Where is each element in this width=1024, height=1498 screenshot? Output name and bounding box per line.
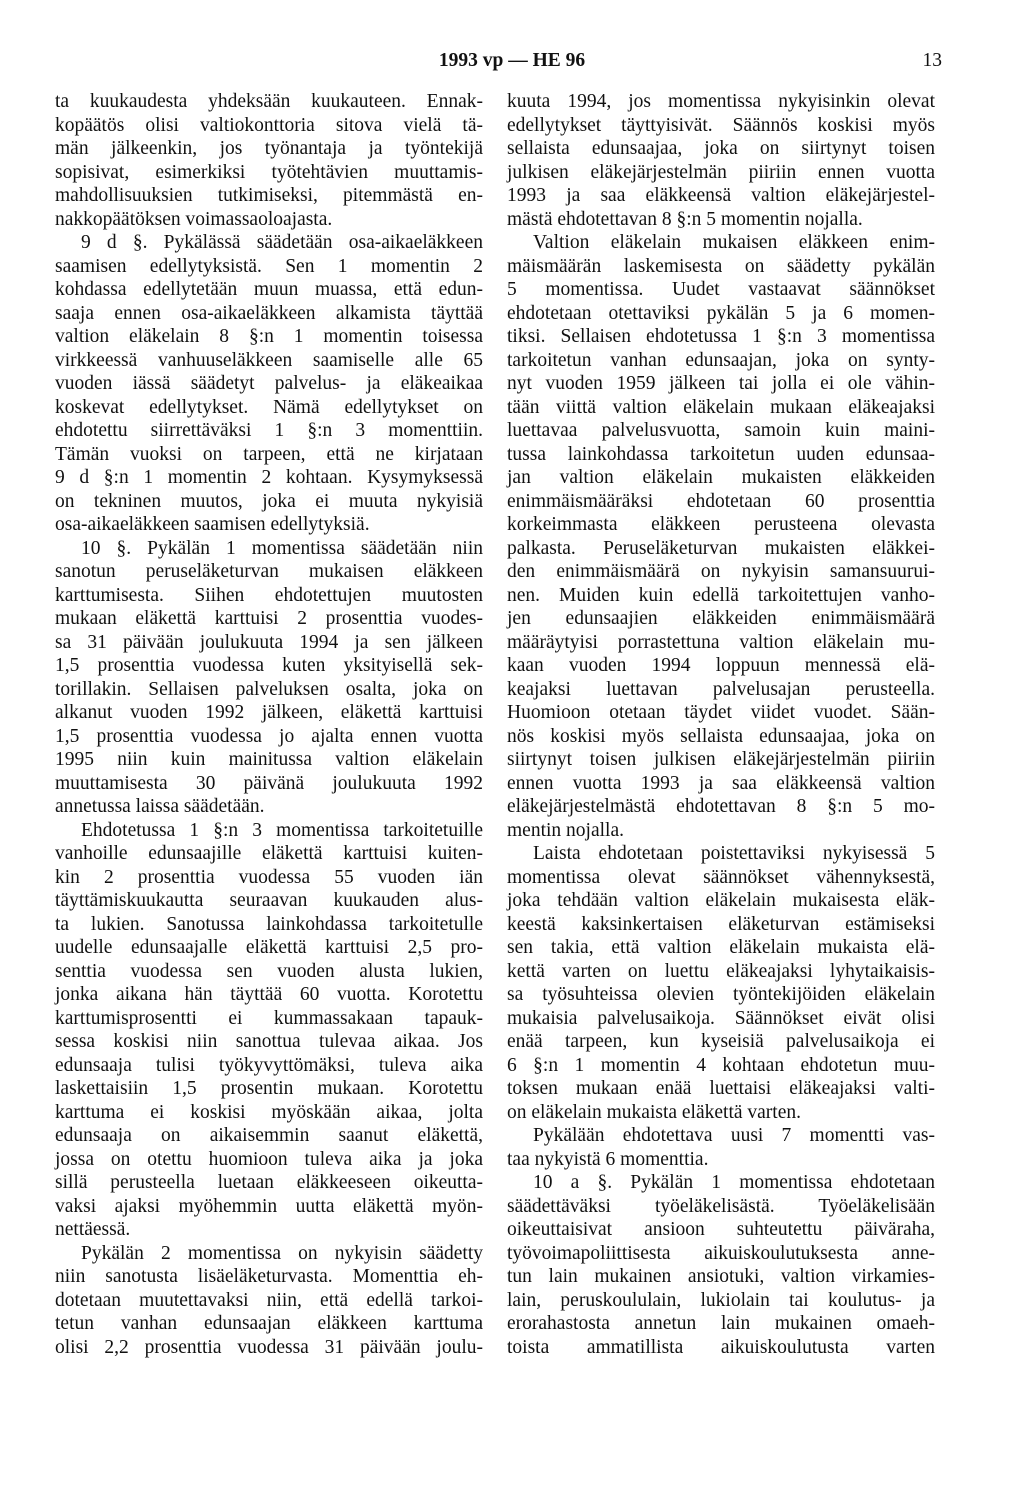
text-line: Tämän vuoksi on tarpeen, että ne kirjataan	[55, 443, 483, 465]
text-line: senttia vuodessa sen vuoden alusta lukien,	[55, 960, 483, 982]
text-line: 10 a §. Pykälän 1 momentissa ehdotetaan	[533, 1172, 935, 1193]
text-line: 1993 ja saa eläkkeensä valtion eläkejärjestel-	[507, 185, 935, 206]
text-line: julkisen eläkejärjestelmän piiriin ennen vuotta	[507, 161, 935, 183]
text-line: alkanut vuoden 1992 jälkeen, eläkettä karttuisi	[55, 702, 483, 723]
text-line: vanhoille edunsaajille eläkettä karttuisi kuiten-	[55, 843, 483, 864]
text-line: ta lukien. Sanotussa lainkohdassa tarkoitetulle	[55, 913, 483, 935]
text-line: sopisivat, esimerkiksi työtehtävien muuttamis-	[55, 161, 483, 183]
text-line: täyttämiskuukautta seuraavan kuukauden alus-	[55, 890, 483, 911]
text-line: Valtion eläkelain mukaisen eläkkeen enim-	[533, 232, 935, 253]
text-line: virkkeessä vanhuuseläkkeen saamiselle alle 65	[55, 349, 483, 371]
text-line: ta kuukaudesta yhdeksään kuukauteen. Ennak-	[55, 91, 483, 112]
text-line: määräytyisi porrastettuna valtion eläkelain mu-	[507, 631, 935, 653]
text-line: valtion eläkelain 8 §:n 1 momentin toisessa	[55, 326, 483, 347]
text-line: laskettaisiin 1,5 prosentin mukaan. Korotettu	[55, 1078, 483, 1099]
text-line: saamisen edellytyksistä. Sen 1 momentin 2	[55, 255, 483, 277]
text-line: uudelle edunsaajalle eläkettä karttuisi 2,5 pro-	[55, 937, 483, 958]
text-line: mukaan eläkettä karttuisi 2 prosenttia vuodes-	[55, 608, 483, 629]
text-line: den enimmäismäärä on nykyisin samansuurui-	[507, 561, 935, 582]
text-line: jan valtion eläkelain mukaisten eläkkeiden	[507, 467, 935, 488]
text-line: mäismäärän laskemisesta on säädetty pykälän	[507, 255, 935, 277]
text-line: tussa lainkohdassa tarkoitetun uuden edunsaa-	[507, 443, 935, 465]
text-line: sa 31 päivään joulukuuta 1994 ja sen jälkeen	[55, 631, 483, 653]
text-line: 5 momentissa. Uudet vastaavat säännökset	[507, 279, 935, 300]
text-line: on eläkelain mukaista eläkettä varten.	[507, 1101, 801, 1123]
text-line: mästä ehdotettavan 8 §:n 5 momentin nojalla.	[507, 208, 863, 230]
text-line: palkasta. Peruseläketurvan mukaisten eläkkei-	[507, 537, 935, 559]
text-line: edunsaaja on aikaisemmin saanut eläkettä,	[55, 1125, 483, 1146]
text-line: nakkopäätöksen voimassaoloajasta.	[55, 208, 333, 230]
text-line: sillä perusteella luetaan eläkkeeseen oikeutta-	[55, 1172, 483, 1193]
text-line: työvoimapoliittisesta aikuiskoulutuksesta anne-	[507, 1242, 935, 1264]
text-line: 1,5 prosenttia vuodessa jo ajalta ennen vuotta	[55, 725, 483, 747]
text-line: karttuma ei koskisi myöskään aikaa, jolta	[55, 1101, 483, 1123]
text-line: edellytykset täyttyisivät. Säännös koskisi myös	[507, 114, 935, 136]
text-line: 1995 niin kuin mainitussa valtion eläkelain	[55, 749, 483, 770]
text-line: tään viittä valtion eläkelain mukaan eläkeajaksi	[507, 396, 935, 418]
text-line: kohdassa edellytetään muun muassa, että edun-	[55, 279, 483, 300]
text-line: tarkoitetun vanhan edunsaajan, joka on synty-	[507, 349, 935, 371]
text-line: torillakin. Sellaisen palveluksen osalta, joka on	[55, 678, 483, 700]
text-line: jossa on otettu huomioon tuleva aika ja joka	[55, 1148, 483, 1170]
text-line: karttumisesta. Siihen ehdotettujen muutosten	[55, 584, 483, 606]
text-line: män jälkeenkin, jos työnantaja ja työntekijä	[55, 138, 483, 159]
text-line: ennen vuotta 1993 ja saa eläkkeensä valtion	[507, 772, 935, 794]
text-line: on tekninen muutos, joka ei muuta nykyisiä	[55, 490, 483, 512]
text-line: saaja ennen osa-aikaeläkkeen alkamista täyttää	[55, 302, 483, 324]
text-line: kaan vuoden 1994 loppuun mennessä elä-	[507, 655, 935, 676]
text-line: olisi 2,2 prosenttia vuodessa 31 päivään joulu-	[55, 1336, 483, 1358]
text-line: jen edunsaajien eläkkeiden enimmäismäärä	[507, 608, 935, 629]
text-line: ehdotetaan otettaviksi pykälän 5 ja 6 momen-	[507, 302, 935, 324]
text-line: 10 §. Pykälän 1 momentissa säädetään niin	[81, 537, 483, 559]
text-line: nös koskisi myös sellaista edunsaajaa, joka on	[507, 725, 935, 747]
text-line: vuoden iässä säädetyt palvelus- ja eläkeaikaa	[55, 373, 483, 394]
text-line: toksen mukaan enää luettaisi eläkeajaksi valti-	[507, 1078, 935, 1099]
text-line: edunsaaja tulisi työkyvyttömäksi, tuleva aika	[55, 1054, 483, 1076]
text-line: eläkejärjestelmästä ehdotettavan 8 §:n 5 mo-	[507, 796, 935, 817]
text-line: nen. Muiden kuin edellä tarkoitettujen vanho-	[507, 584, 935, 606]
left-text-column	[55, 90, 483, 1359]
text-line: sessa koskisi niin sanottua tulevaa aikaa. Jos	[55, 1031, 483, 1052]
text-line: annetussa laissa säädetään.	[55, 796, 265, 817]
text-line: vaksi ajaksi myöhemmin uutta eläkettä myön-	[55, 1195, 483, 1217]
text-line: muuttamisesta 30 päivänä joulukuuta 1992	[55, 772, 483, 794]
text-line: siirtynyt toisen julkisen eläkejärjestelmän piiriin	[507, 749, 935, 770]
text-line: 9 d §. Pykälässä säädetään osa-aikaeläkkeen	[81, 232, 483, 253]
text-line: mahdollisuuksien tutkimiseksi, pitemmästä en-	[55, 185, 483, 206]
text-line: luettavaa palvelusvuotta, samoin kuin maini-	[507, 420, 935, 441]
text-line: kopäätös olisi valtiokonttoria sitova vielä tä-	[55, 114, 483, 136]
text-line: Ehdotetussa 1 §:n 3 momentissa tarkoitetuille	[81, 819, 483, 841]
text-line: keajaksi luettavan palvelusajan perusteella.	[507, 678, 935, 700]
text-line: enimmäismääräksi ehdotetaan 60 prosenttia	[507, 490, 935, 512]
text-line: keestä kaksinkertaisen eläketurvan estämiseksi	[507, 913, 935, 935]
text-line: nyt vuoden 1959 jälkeen tai jolla ei ole vähin-	[507, 373, 935, 394]
text-line: momentissa olevat säännökset vähennyksestä,	[507, 866, 935, 888]
text-line: erorahastosta annetun lain mukainen omaeh-	[507, 1313, 935, 1334]
text-line: tetun vanhan edunsaajan eläkkeen karttuma	[55, 1313, 483, 1334]
text-line: Pykälään ehdotettava uusi 7 momentti vas-	[533, 1125, 935, 1146]
text-line: taa nykyistä 6 momenttia.	[507, 1148, 709, 1170]
text-line: 9 d §:n 1 momentin 2 kohtaan. Kysymyksessä	[55, 467, 483, 488]
text-line: tiksi. Sellaisen ehdotetussa 1 §:n 3 momentissa	[507, 326, 935, 347]
text-line: kettä varten on luettu eläkeajaksi lyhytaikaisis-	[507, 960, 935, 982]
text-line: sanotun peruseläketurvan mukaisen eläkkeen	[55, 561, 483, 582]
page-header	[0, 50, 1024, 74]
text-line: jonka aikana hän täyttää 60 vuotta. Korotettu	[55, 984, 483, 1005]
text-line: sen takia, että valtion eläkelain mukaista elä-	[507, 937, 935, 958]
text-line: Huomioon otetaan täydet viidet vuodet. Sään-	[507, 702, 935, 723]
right-text-column	[507, 90, 935, 1359]
text-line: 6 §:n 1 momentin 4 kohtaan ehdotetun muu-	[507, 1054, 935, 1076]
text-line: Laista ehdotetaan poistettaviksi nykyisessä 5	[533, 843, 935, 864]
text-line: enää tarpeen, kun kyseisiä palvelusaikoja ei	[507, 1031, 935, 1052]
text-line: dotetaan muutettavaksi niin, että edellä tarkoi-	[55, 1289, 483, 1311]
running-header: 1993 vp — HE 96	[438, 50, 586, 71]
text-line: 1,5 prosenttia vuodessa kuten yksityisellä sek-	[55, 655, 483, 676]
text-line: sellaista edunsaajaa, joka on siirtynyt toisen	[507, 138, 935, 159]
text-line: mentin nojalla.	[507, 819, 624, 841]
text-line: kuuta 1994, jos momentissa nykyisinkin olevat	[507, 91, 935, 112]
text-line: nettäessä.	[55, 1219, 131, 1240]
text-line: niin sanotusta lisäeläketurvasta. Momenttia eh-	[55, 1266, 483, 1287]
text-line: karttumisprosentti ei kummassakaan tapauk-	[55, 1007, 483, 1029]
text-line: mukaisia palvelusaikoja. Säännökset eivät olisi	[507, 1007, 935, 1029]
text-line: säädettäväksi työeläkelisästä. Työeläkelisään	[507, 1195, 935, 1217]
text-line: sa työsuhteissa olevien työntekijöiden eläkelain	[507, 984, 935, 1005]
text-line: korkeimmasta eläkkeen perusteena olevasta	[507, 514, 935, 535]
text-line: ehdotettu siirrettäväksi 1 §:n 3 momenttiin.	[55, 420, 483, 441]
text-line: oikeuttaisivat ansioon suhteutettu päiväraha,	[507, 1219, 935, 1240]
text-line: Pykälän 2 momentissa on nykyisin säädetty	[81, 1242, 483, 1264]
text-line: lain, peruskoululain, lukiolain tai koulutus- ja	[507, 1289, 935, 1311]
text-line: tun lain mukainen ansiotuki, valtion virkamies-	[507, 1266, 935, 1287]
text-line: koskevat edellytykset. Nämä edellytykset on	[55, 396, 483, 418]
text-line: toista ammatillista aikuiskoulutusta varten	[507, 1336, 935, 1358]
page-number: 13	[922, 50, 942, 71]
text-line: kin 2 prosenttia vuodessa 55 vuoden iän	[55, 866, 483, 888]
text-line: osa-aikaeläkkeen saamisen edellytyksiä.	[55, 514, 370, 535]
text-line: joka tehdään valtion eläkelain mukaisesta eläk-	[507, 890, 935, 911]
